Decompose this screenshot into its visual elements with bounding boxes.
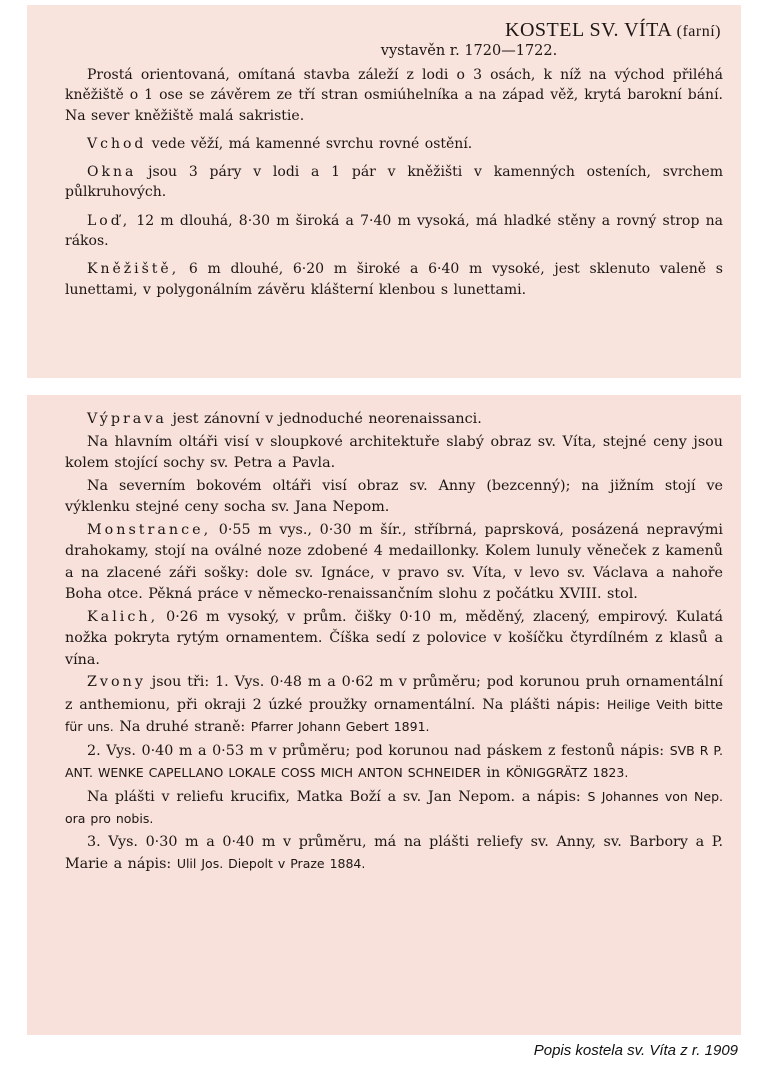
heading-row [65, 19, 723, 47]
paragraph-nave: Loď, 12 m dlouhá, 8·30 m široká a 7·40 m vysoká, má hladké stěny a rovný strop na rákos. [65, 212, 723, 250]
paragraph-main-altar: Na hlavním oltáři visí v sloupkové architektuře slabý obraz sv. Víta, stejné ceny jsou kolem stojící sochy sv. Petra a Pavla. [65, 433, 723, 471]
paragraph-bell-2: 2. Vys. 0·40 m a 0·53 m v průměru; pod korunou nad páskem z festonů nápis: SVB R P. ANT. WENKE CAPELLANO LOKALE COSS MICH ANTON SCHNEIDER in KÖNIGGRÄTZ 1823. [65, 742, 723, 781]
paragraph-description: Prostá orientovaná, omítaná stavba záleží z lodi o 3 osách, k níž na východ přiléhá kněžiště o 1 ose se závěrem ze tří stran osmiúhelníka a na západ věž, krytá barokní bání. Na sever kněžiště malá sakristie. [65, 67, 723, 124]
paragraph-bell-2-relief: Na plášti v reliefu krucifix, Matka Boží a sv. Jan Nepom. a nápis: S Johannes von Nep. ora pro nobis. [65, 788, 723, 826]
inscription: S Johannes von Nep. ora pro nobis. [65, 788, 723, 826]
build-date: vystavěn r. 1720—1722. [380, 43, 558, 59]
page-title: KOSTEL SV. VÍTA (farní) [505, 19, 721, 41]
inscription: SVB R P. ANT. WENKE CAPELLANO LOKALE COSS MICH ANTON SCHNEIDER [65, 742, 723, 780]
lead-term: Výprava [87, 411, 167, 427]
paragraph-bell-3: 3. Vys. 0·30 m a 0·40 m v průměru, má na plášti reliefy sv. Anny, sv. Barbory a P. Marie a nápis: Ulil Jos. Diepolt v Praze 1884. [65, 833, 723, 872]
lead-term: Monstrance, [87, 521, 212, 538]
scan-page-1 [27, 5, 741, 378]
lead-term: Okna [87, 164, 137, 181]
paragraph-presbytery: Kněžiště, 6 m dlouhé, 6·20 m široké a 6·40 m vysoké, jest sklenuto valeně s lunettami, v polygonálním závěru klášterní klenbou s lunettami. [65, 261, 723, 298]
paragraph-entrance: Vchod vede věží, má kamenné svrchu rovné ostění. [87, 135, 473, 152]
inscription: Pfarrer Johann Gebert 1891. [250, 719, 430, 734]
paragraph-chalice: Kalich, 0·26 m vysoký, v prům. čišky 0·10 m, měděný, zlacený, empirový. Kulatá nožka pokryta rytým ornamentem. Číška sedí z polovice v košíčku čtyrdílném z klasů a vína. [65, 608, 723, 668]
inscription: KÖNIGGRÄTZ 1823. [505, 765, 629, 780]
lead-term: Zvony [87, 674, 146, 690]
lead-term: Kalich, [87, 608, 159, 625]
inscription: Ulil Jos. Diepolt v Praze 1884. [176, 856, 366, 871]
paragraph-windows: Okna jsou 3 páry v lodi a 1 pár v kněžišti v kamenných osteních, svrchem půlkruhových. [65, 164, 723, 201]
paragraph-bells: Zvony jsou tři: 1. Vys. 0·48 m a 0·62 m v průměru; pod korunou pruh ornamentální z anthemionu, při okraji 2 úzké proužky ornamentální. Na plášti nápis: Heilige Veith bitte für uns. Na druhé straně: Pfarrer Johann Gebert 1891. [65, 674, 723, 735]
paragraph-monstrance: Monstrance, 0·55 m vys., 0·30 m šír., stříbrná, paprsková, posázená nepravými drahokamy, stojí na oválné noze zdobené 4 medaillonky. Kolem lunuly věneček z kamenů a na zlacené záři sošky: dole sv. Ignáce, v pravo sv. Víta, v levo sv. Václava a nahoře Boha otce. Pěkná práce v německo-renaissančním slohu z počátku XVIII. stol. [65, 521, 723, 602]
lead-term: Vchod [87, 135, 147, 152]
paragraph-side-altars: Na severním bokovém oltáři visí obraz sv. Anny (bezcenný); na jižním stojí ve výklenku stejné ceny socha sv. Jana Nepom. [65, 477, 723, 515]
lead-term: Loď, [87, 212, 131, 229]
lead-term: Kněžiště, [87, 261, 180, 278]
scan-page-2 [27, 395, 741, 1035]
inscription: Heilige Veith bitte für uns. [65, 696, 723, 734]
paragraph-furnishing: Výprava jest zánovní v jednoduché neorenaissanci. [87, 411, 482, 427]
figure-caption: Popis kostela sv. Víta z r. 1909 [533, 1042, 738, 1059]
